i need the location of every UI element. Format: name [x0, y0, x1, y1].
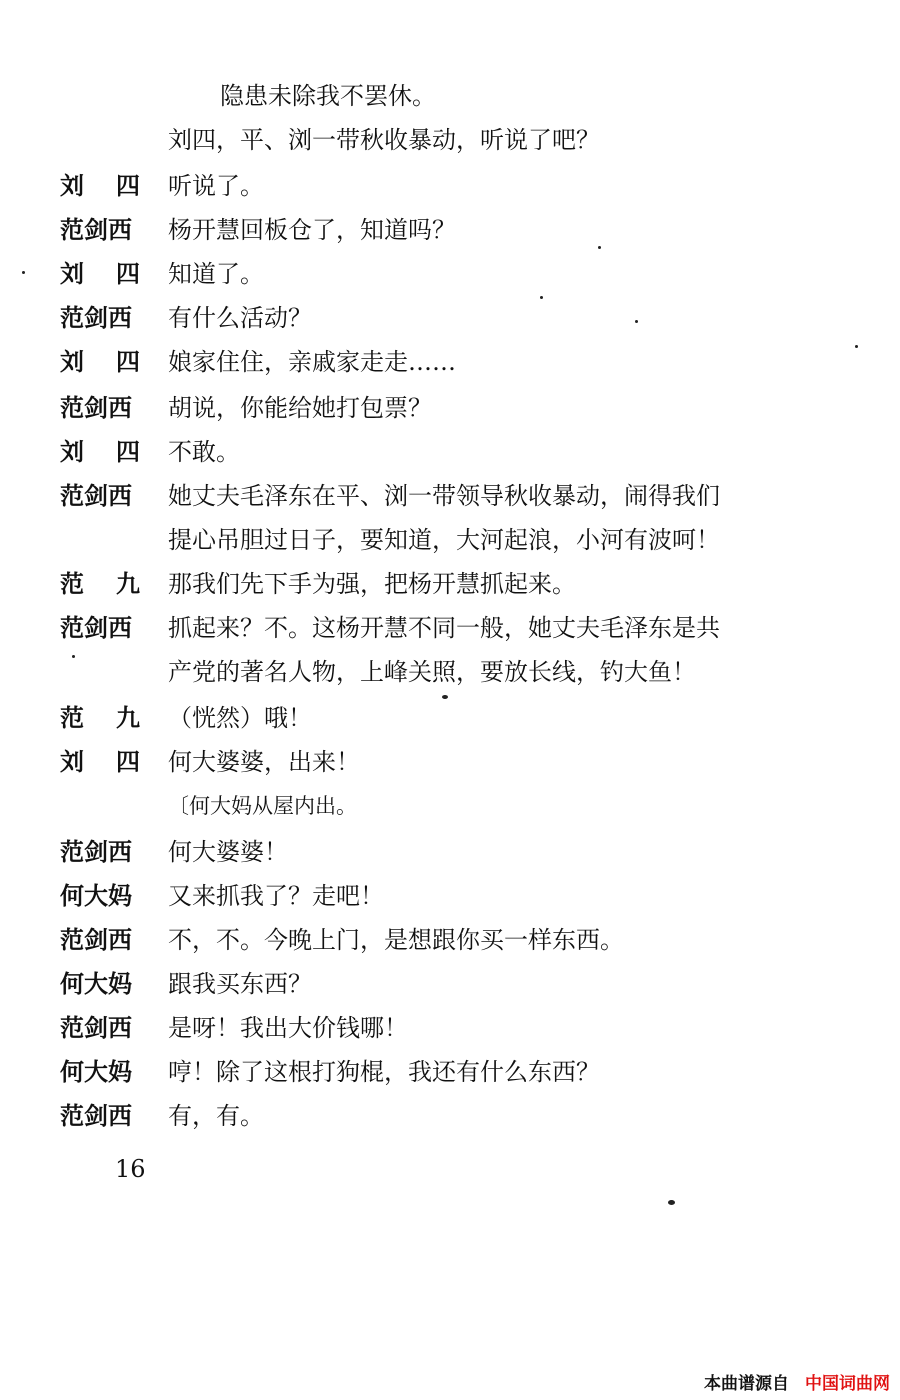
dialogue-line: [168, 392, 432, 424]
line-text: 提心吊胆过日子，要知道，大河起浪，小河有波呵！: [168, 526, 720, 554]
dialogue-line: [168, 1100, 264, 1132]
dialogue-line: [168, 746, 360, 778]
dialogue-line: [168, 436, 240, 468]
dialogue-line: [168, 968, 312, 1000]
line-text: 刘四，平、浏一带秋收暴动，听说了吧？: [168, 126, 600, 154]
source-footer: [704, 1373, 890, 1395]
line-text: （恍然）哦！: [168, 704, 312, 732]
dialogue-line: [168, 836, 288, 868]
scan-speck: [855, 345, 858, 348]
line-text: 产党的著名人物，上峰关照，要放长线，钓大鱼！: [168, 658, 696, 686]
dialogue-line: [168, 612, 720, 644]
dialogue-line: [168, 302, 312, 334]
speaker-name: 范剑西: [60, 614, 132, 642]
dialogue-line: [168, 346, 456, 378]
scan-speck: [540, 296, 543, 299]
line-text: 隐患未除我不罢休。: [220, 82, 436, 110]
speaker-name: 范剑西: [60, 1102, 132, 1130]
speaker-name: 刘 四: [60, 748, 140, 776]
speaker-name: 范剑西: [60, 1014, 132, 1042]
speaker-name: 范剑西: [60, 838, 132, 866]
dialogue-line: [168, 656, 696, 688]
scan-speck: [72, 655, 75, 658]
line-text: 是呀！我出大价钱哪！: [168, 1014, 408, 1042]
line-text: 她丈夫毛泽东在平、浏一带领导秋收暴动，闹得我们: [168, 482, 720, 510]
dialogue-line: [168, 124, 600, 156]
dialogue-line: [168, 880, 384, 912]
dialogue-line: [168, 1056, 600, 1088]
dialogue-line: [168, 702, 312, 734]
speaker-name: 范 九: [60, 570, 140, 598]
footer-site-name: 中国词曲网: [805, 1374, 890, 1394]
scan-speck: [598, 246, 601, 249]
speaker-name: 刘 四: [60, 438, 140, 466]
line-text: 有什么活动？: [168, 304, 312, 332]
line-text: 何大婆婆，出来！: [168, 748, 360, 776]
line-text: 有，有。: [168, 1102, 264, 1130]
line-text: 抓起来？不。这杨开慧不同一般，她丈夫毛泽东是共: [168, 614, 720, 642]
dialogue-line: [168, 1012, 408, 1044]
speaker-name: 范剑西: [60, 926, 132, 954]
stage-direction: [168, 790, 357, 822]
dialogue-line: [168, 214, 456, 246]
speaker-name: 刘 四: [60, 348, 140, 376]
speaker-name: 范剑西: [60, 304, 132, 332]
line-text: 听说了。: [168, 172, 264, 200]
scan-speck: [668, 1200, 675, 1205]
line-text: 跟我买东西？: [168, 970, 312, 998]
speaker-name: 刘 四: [60, 260, 140, 288]
page-number: 16: [115, 1155, 146, 1183]
speaker-name: 刘 四: [60, 172, 140, 200]
line-text: 又来抓我了？走吧！: [168, 882, 384, 910]
line-text: 〔何大妈从屋内出。: [168, 794, 357, 818]
line-text: 娘家住住，亲戚家走走……: [168, 348, 456, 376]
speaker-name: 何大妈: [60, 970, 132, 998]
scan-speck: [635, 320, 638, 323]
line-text: 不，不。今晚上门，是想跟你买一样东西。: [168, 926, 624, 954]
line-text: 哼！除了这根打狗棍，我还有什么东西？: [168, 1058, 600, 1086]
line-text: 杨开慧回板仓了，知道吗？: [168, 216, 456, 244]
dialogue-line: [168, 924, 624, 956]
dialogue-line: [168, 524, 720, 556]
speaker-name: 何大妈: [60, 882, 132, 910]
line-text: 不敢。: [168, 438, 240, 466]
footer-source-label: 本曲谱源自: [704, 1374, 789, 1394]
scan-speck: [22, 271, 25, 274]
dialogue-line: [168, 480, 720, 512]
line-text: 胡说，你能给她打包票？: [168, 394, 432, 422]
line-text: 那我们先下手为强，把杨开慧抓起来。: [168, 570, 576, 598]
line-text: 知道了。: [168, 260, 264, 288]
speaker-name: 范剑西: [60, 482, 132, 510]
speaker-name: 范 九: [60, 704, 140, 732]
scan-speck: [442, 695, 448, 699]
dialogue-line: [220, 80, 436, 112]
dialogue-line: [168, 258, 264, 290]
dialogue-line: [168, 170, 264, 202]
speaker-name: 范剑西: [60, 216, 132, 244]
line-text: 何大婆婆！: [168, 838, 288, 866]
speaker-name: 范剑西: [60, 394, 132, 422]
speaker-name: 何大妈: [60, 1058, 132, 1086]
dialogue-line: [168, 568, 576, 600]
